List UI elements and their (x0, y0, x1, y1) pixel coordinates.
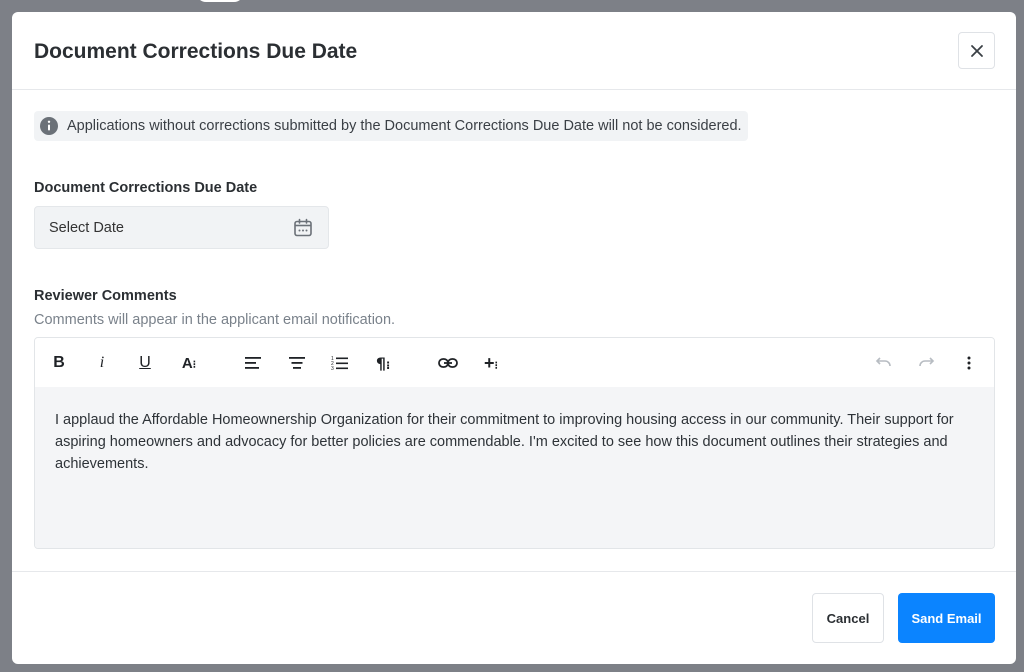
close-button[interactable] (958, 32, 995, 69)
bold-icon: B (53, 354, 65, 371)
svg-text:3: 3 (331, 366, 334, 371)
modal-title: Document Corrections Due Date (34, 40, 358, 63)
insert-button[interactable] (478, 350, 504, 376)
close-icon (970, 44, 984, 58)
align-center-button[interactable] (284, 350, 310, 376)
comments-editor (34, 337, 995, 549)
underline-button[interactable] (132, 350, 158, 376)
insert-icon: +⁝ (483, 352, 498, 373)
align-center-icon (288, 356, 306, 370)
undo-button[interactable] (870, 350, 896, 376)
send-email-button[interactable]: Sand Email (898, 593, 995, 643)
numbered-list-button[interactable] (327, 350, 353, 376)
modal-footer (12, 571, 1016, 664)
cancel-button[interactable]: Cancel (812, 593, 884, 643)
modal-header (12, 12, 1016, 90)
italic-icon: i (99, 354, 105, 371)
more-button[interactable] (956, 350, 982, 376)
align-left-button[interactable] (240, 350, 266, 376)
link-button[interactable] (435, 350, 461, 376)
redo-button[interactable] (914, 350, 940, 376)
comments-label: Reviewer Comments (34, 288, 177, 304)
text-style-button[interactable] (176, 350, 202, 376)
link-icon (438, 357, 458, 369)
paragraph-icon: ¶⁝ (375, 353, 391, 373)
due-date-label: Document Corrections Due Date (34, 180, 258, 196)
align-left-icon (244, 356, 262, 370)
svg-text:2: 2 (331, 361, 334, 367)
info-notice (34, 111, 748, 141)
info-icon (39, 116, 59, 136)
comments-text-area[interactable]: I applaud the Affordable Homeownership Organization for their commitment to improving housing access in our community. Their support for aspiring homeowners and advocacy for better policies are commendable. I'm excited to see how this document outlines their strategies and achievements. (35, 387, 994, 549)
info-notice-text: Applications without corrections submitted by the Document Corrections Due Date will not be considered. (67, 118, 742, 134)
underline-icon: U (139, 354, 151, 371)
text-style-icon: A⁝ (181, 354, 197, 372)
corrections-due-date-modal (12, 12, 1016, 664)
due-date-placeholder: Select Date (49, 219, 124, 236)
calendar-icon (292, 217, 314, 239)
due-date-picker[interactable] (34, 206, 329, 249)
backdrop-shape (196, 0, 244, 2)
editor-toolbar (35, 338, 994, 387)
bold-button[interactable] (46, 350, 72, 376)
more-icon (967, 356, 971, 370)
paragraph-button[interactable] (370, 350, 396, 376)
numbered-list-icon (331, 355, 349, 371)
comments-hint: Comments will appear in the applicant email notification. (34, 312, 396, 328)
undo-icon (874, 357, 892, 369)
redo-icon (918, 357, 936, 369)
svg-text:1: 1 (331, 356, 334, 362)
italic-button[interactable] (89, 350, 115, 376)
